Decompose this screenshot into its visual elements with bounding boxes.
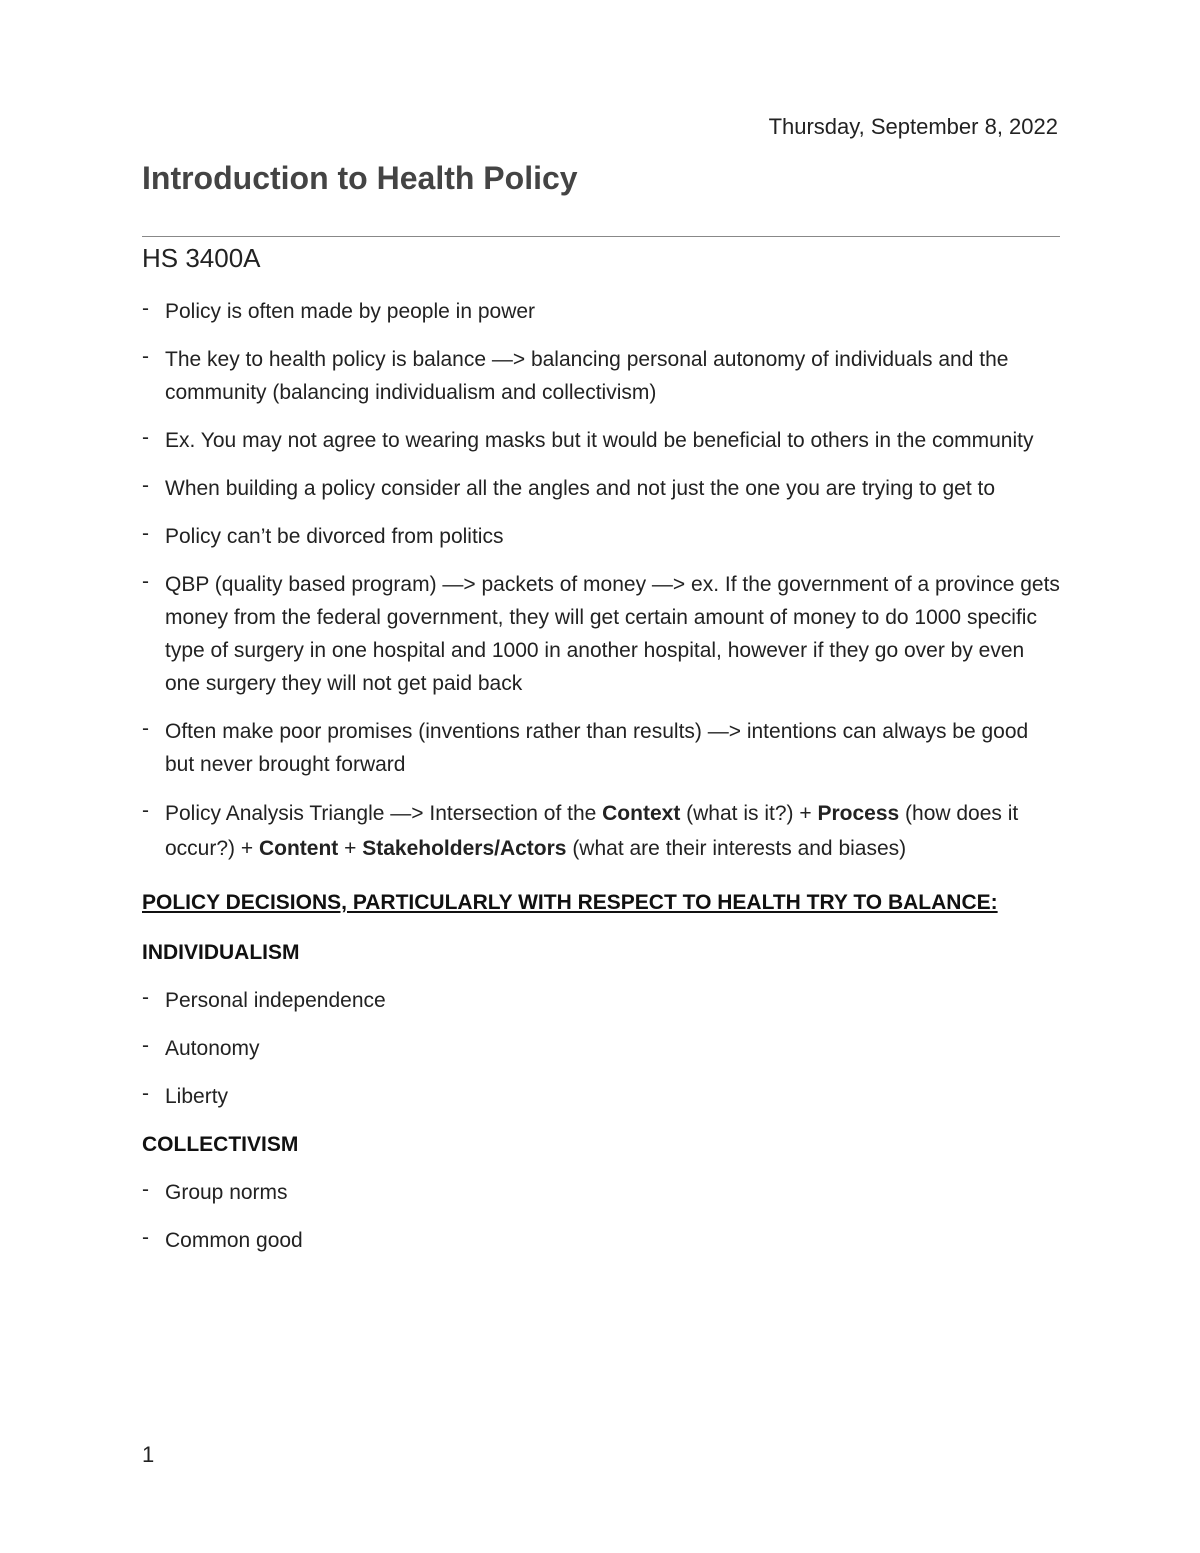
list-item: - Liberty: [142, 1080, 1060, 1113]
bullet-dash: -: [142, 570, 149, 593]
page-title: Introduction to Health Policy: [142, 160, 578, 196]
bullet-dash: -: [142, 522, 149, 545]
process-term: Process: [817, 802, 900, 825]
bullet-dash: -: [142, 1082, 149, 1105]
bullet-dash: -: [142, 1226, 149, 1249]
bullet-dash: -: [142, 1034, 149, 1057]
list-item: - The key to health policy is balance —> balancing personal autonomy of individuals and the community (balancing individualism and collectivism): [142, 343, 1060, 409]
title-divider: [142, 236, 1060, 237]
list-item: - Group norms: [142, 1176, 1060, 1209]
bullet-dash: -: [142, 717, 149, 740]
bullet-dash: -: [142, 1178, 149, 1201]
context-term: Context: [602, 802, 681, 825]
stakeholders-term: Stakeholders/Actors: [362, 837, 567, 860]
bullet-dash: -: [142, 426, 149, 449]
list-item: - Often make poor promises (inventions rather than results) —> intentions can always be good but never brought forward: [142, 715, 1060, 781]
list-item: - Ex. You may not agree to wearing masks but it would be beneficial to others in the community: [142, 424, 1060, 457]
list-item: - Autonomy: [142, 1032, 1060, 1065]
list-item: - QBP (quality based program) —> packets of money —> ex. If the government of a province gets money from the federal government, they will get certain amount of money to do 1000 specific type of surgery in one hospital and 1000 in another hospital, however if they go over by even one surgery they will not get paid back: [142, 568, 1060, 700]
bullet-dash: -: [142, 474, 149, 497]
course-code: HS 3400A: [142, 243, 261, 273]
collectivism-heading: COLLECTIVISM: [142, 1133, 299, 1156]
list-item: - Policy is often made by people in power: [142, 295, 1060, 328]
individualism-heading: INDIVIDUALISM: [142, 941, 300, 964]
bullet-dash: -: [142, 345, 149, 368]
bullet-dash: -: [142, 986, 149, 1009]
balance-heading: POLICY DECISIONS, PARTICULARLY WITH RESPECT TO HEALTH TRY TO BALANCE:: [142, 891, 998, 914]
content-term: Content: [258, 837, 339, 860]
list-item: - When building a policy consider all the angles and not just the one you are trying to get to: [142, 472, 1060, 505]
page-number: 1: [142, 1442, 155, 1467]
bullet-dash: -: [142, 297, 149, 320]
bullet-dash: -: [142, 799, 149, 822]
notes-body: [142, 295, 1060, 1272]
list-item-policy-triangle: - Policy Analysis Triangle —> Intersection of the Context (what is it?) + Process (how does it occur?) + Content + Stakeholders/Actors (what are their interests and biases): [142, 796, 1060, 866]
header-date: Thursday, September 8, 2022: [768, 114, 1058, 139]
list-item: - Policy can’t be divorced from politics: [142, 520, 1060, 553]
list-item: - Personal independence: [142, 984, 1060, 1017]
list-item: - Common good: [142, 1224, 1060, 1257]
